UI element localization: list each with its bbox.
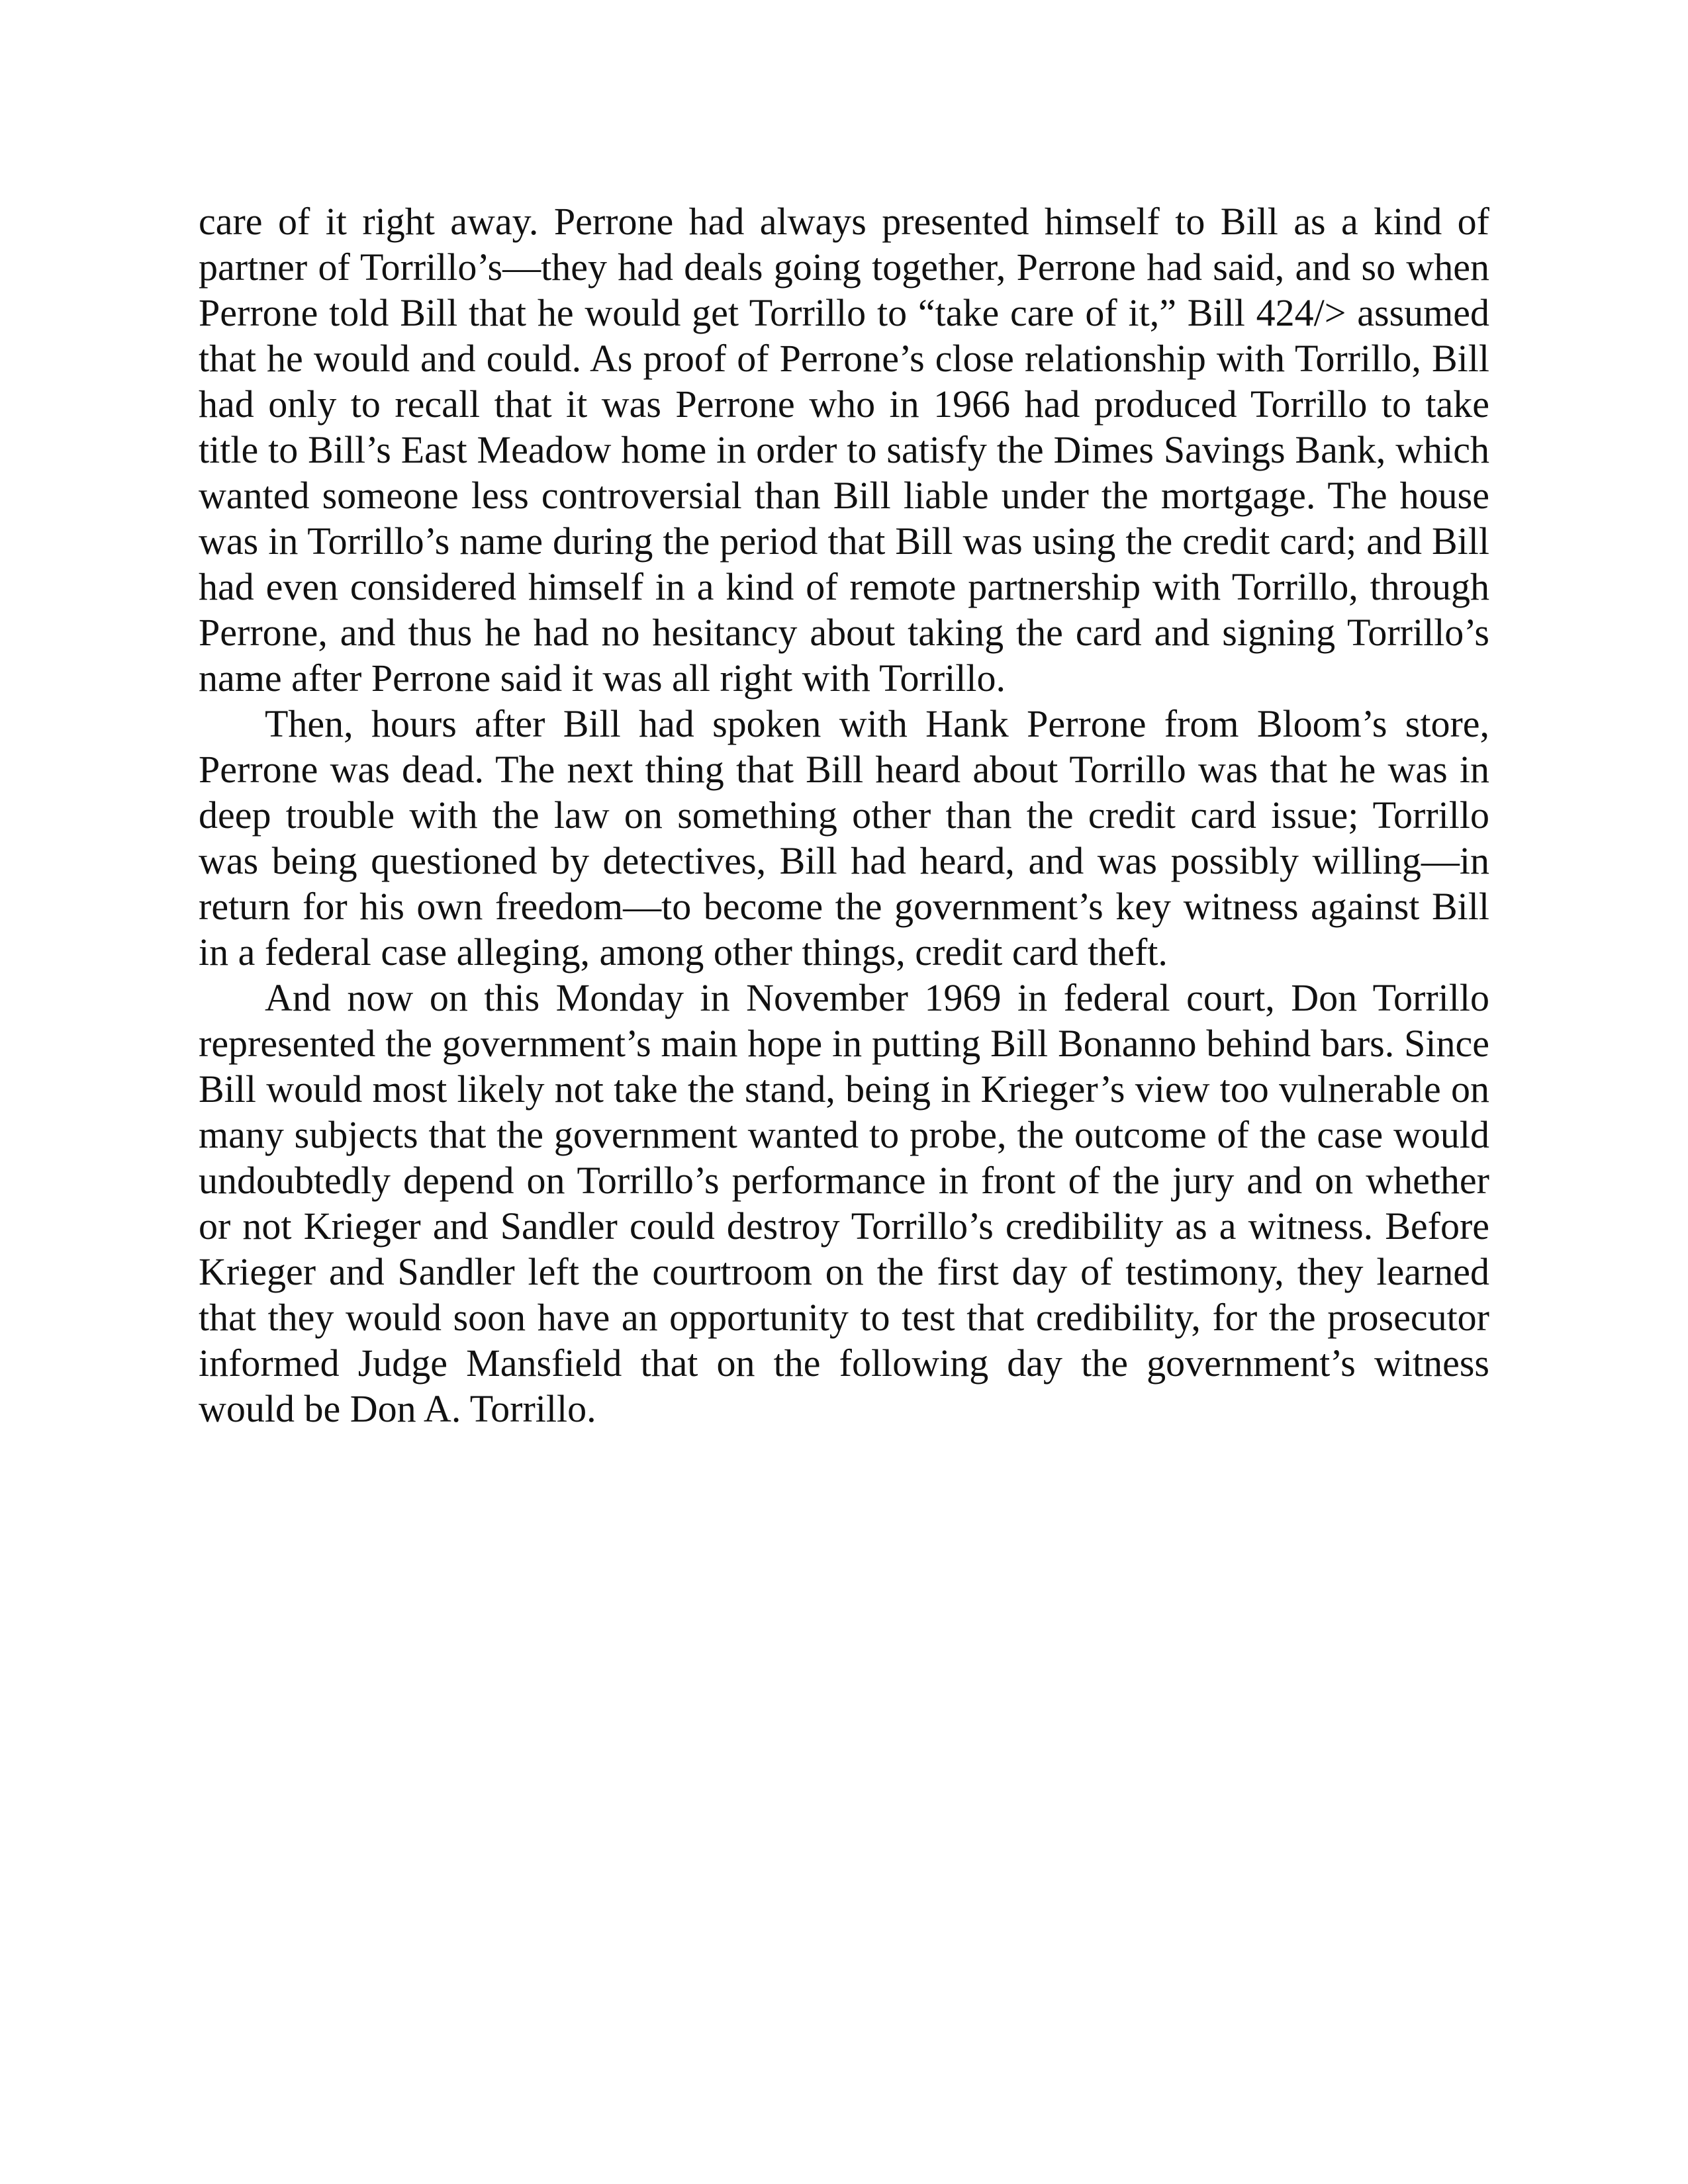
paragraph-perrone-dead: Then, hours after Bill had spoken with Hank Perrone from Bloom’s store, Perrone was dead. The next thing that Bill heard about Torrillo was that he was in deep trouble with the law on something other than the credit card issue; Torrillo was being questioned by detectives, Bill had heard, and was possibly willing—in return for his own freedom—to become the government’s key witness against Bill in a federal case alleging, among other things, credit card theft. [199, 702, 1489, 974]
document-page [199, 199, 1489, 1432]
paragraph-federal-court: And now on this Monday in November 1969 in federal court, Don Torrillo represented the government’s main hope in putting Bill Bonanno behind bars. Since Bill would most likely not take the stand, being in Krieger’s view too vulnerable on many subjects that the government wanted to probe, the outcome of the case would undoubtedly depend on Torrillo’s performance in front of the jury and on whether or not Krieger and Sandler could destroy Torrillo’s credibility as a witness. Before Krieger and Sandler left the courtroom on the first day of testimony, they learned that they would soon have an opportunity to test that credibility, for the prosecutor informed Judge Mansfield that on the following day the government’s witness would be Don A. Torrillo. [199, 976, 1489, 1430]
paragraph-continuation: care of it right away. Perrone had always presented himself to Bill as a kind of partner of Torrillo’s—they had deals going together, Perrone had said, and so when Perrone told Bill that he would get Torrillo to “take care of it,” Bill 424/> assumed that he would and could. As proof of Perrone’s close relationship with Torrillo, Bill had only to recall that it was Perrone who in 1966 had produced Torrillo to take title to Bill’s East Meadow home in order to satisfy the Dimes Savings Bank, which wanted someone less controversial than Bill liable under the mortgage. The house was in Torrillo’s name during the period that Bill was using the credit card; and Bill had even considered himself in a kind of remote partnership with Torrillo, through Perrone, and thus he had no hesitancy about taking the card and signing Torrillo’s name after Perrone said it was all right with Torrillo. [199, 200, 1489, 700]
